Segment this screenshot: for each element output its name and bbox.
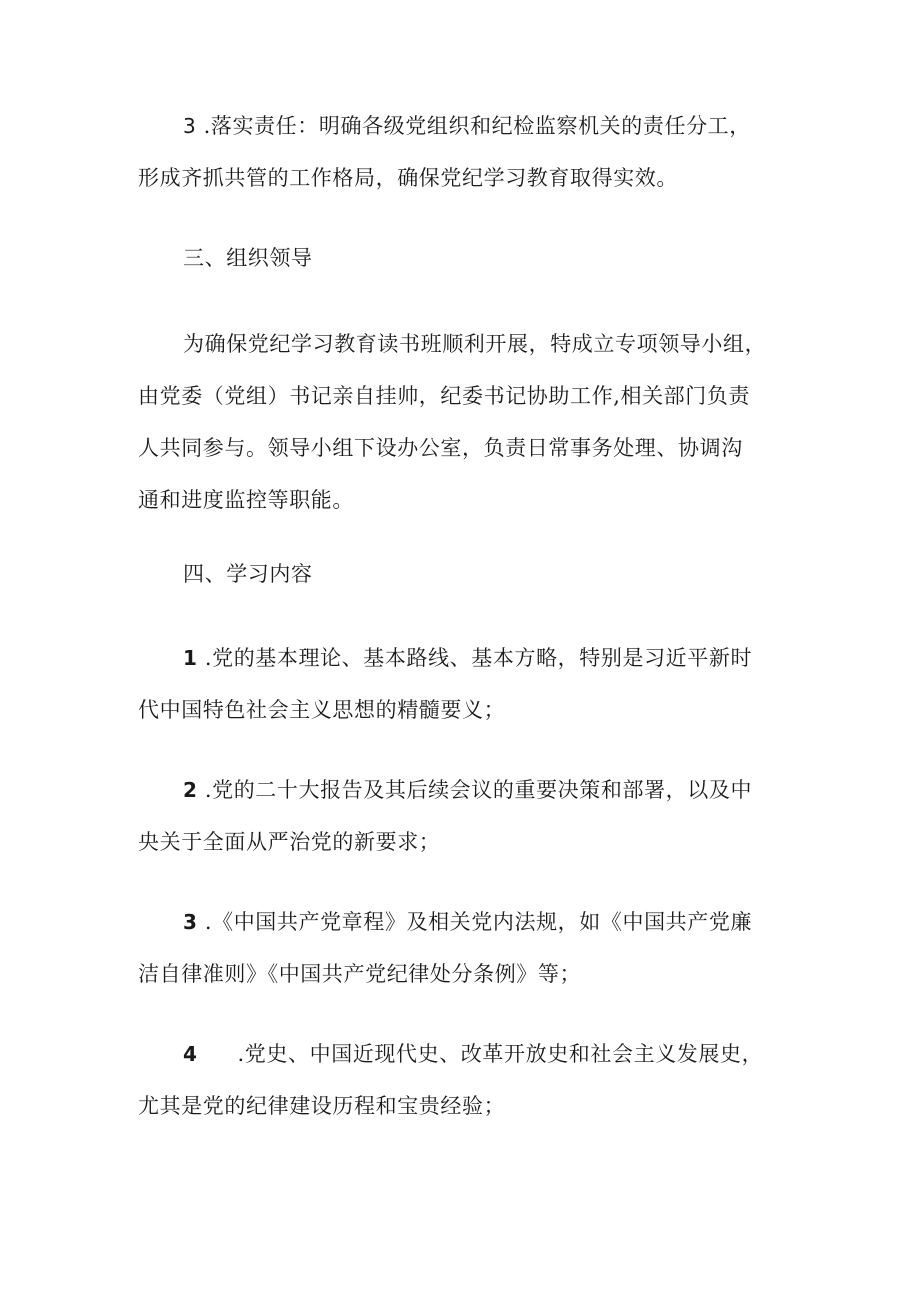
item-number: 4 xyxy=(183,1042,198,1066)
content-item xyxy=(138,1028,806,1132)
paragraph-line: 由党委（党组）书记亲自挂帅，纪委书记协助工作,相关部门负责 xyxy=(138,384,751,408)
item-text-line: .《中国共产党章程》及相关党内法规，如《中国共产党廉 xyxy=(204,910,753,934)
item-text-line: 形成齐抓共管的工作格局，确保党纪学习教育取得实效。 xyxy=(138,166,678,190)
item-text-line: 尤其是党的纪律建设历程和宝贵经验； xyxy=(138,1094,506,1118)
item-text-line: 洁自律准则》《中国共产党纪律处分条例》等； xyxy=(138,962,582,986)
paragraph-line: 为确保党纪学习教育读书班顺利开展，特成立专项领导小组， xyxy=(183,332,767,356)
responsibility-item-3 xyxy=(138,100,806,204)
content-item xyxy=(138,764,806,868)
content-item xyxy=(138,632,806,736)
item-number: 3 xyxy=(183,114,197,138)
item-number: 3 xyxy=(183,910,198,934)
item-number: 2 xyxy=(183,778,198,802)
item-text-line: .党史、中国近现代史、改革开放史和社会主义发展史， xyxy=(237,1042,764,1066)
item-text-line: 央关于全面从严治党的新要求； xyxy=(138,830,441,854)
item-text-line: .落实责任：明确各级党组织和纪检监察机关的责任分工， xyxy=(203,114,751,138)
item-number: 1 xyxy=(183,646,198,670)
item-text-line: .党的二十大报告及其后续会议的重要决策和部署，以及中 xyxy=(204,778,753,802)
section-paragraph xyxy=(138,318,806,526)
paragraph-line: 人共同参与。领导小组下设办公室，负责日常事务处理、协调沟 xyxy=(138,436,743,460)
item-text-line: 代中国特色社会主义思想的精髓要义； xyxy=(138,698,506,722)
paragraph-line: 通和进度监控等职能。 xyxy=(138,488,354,512)
section-heading: 三、组织领导 xyxy=(183,246,313,270)
item-text-line: .党的基本理论、基本路线、基本方略，特别是习近平新时 xyxy=(204,646,753,670)
content-item xyxy=(138,896,806,1000)
section-heading: 四、学习内容 xyxy=(183,562,313,586)
